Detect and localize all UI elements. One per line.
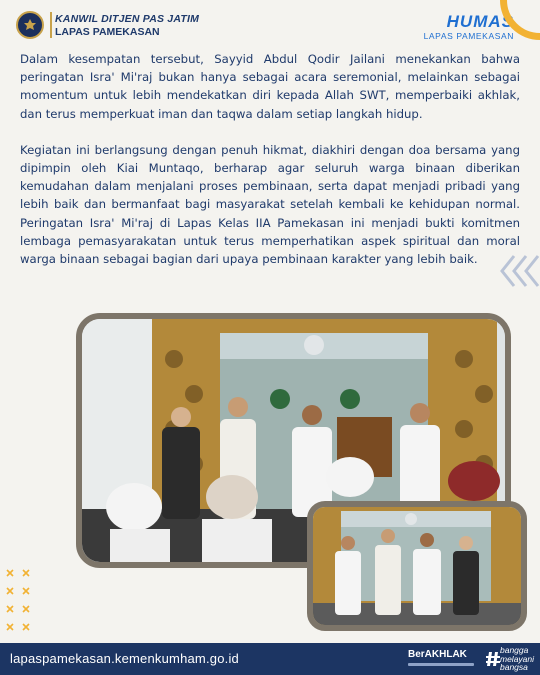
org-name: KANWIL DITJEN PAS JATIM [55, 13, 200, 25]
header [0, 0, 540, 48]
article-body [20, 50, 520, 286]
bangga-line-1: bangga [500, 645, 529, 655]
bangga-line-2: melayani [500, 653, 535, 664]
bangga-melayani-logo [500, 646, 534, 672]
footer-bar [0, 643, 540, 675]
garuda-seal-icon [16, 11, 44, 39]
org-unit: LAPAS PAMEKASAN [55, 26, 160, 38]
bangga-melayani-icon [486, 651, 500, 667]
cross-pattern-decoration-icon [6, 568, 34, 638]
humas-subtitle: LAPAS PAMEKASAN [423, 31, 514, 41]
berakhlak-tagline [408, 663, 474, 666]
bangga-line-3: bangsa [500, 662, 528, 672]
berakhlak-logo: BerAKHLAK [408, 649, 467, 660]
article-paragraph-2: Kegiatan ini berlangsung dengan penuh hikmat, diakhiri dengan doa bersama yang dipimpin oleh Kiai Muntaqo, berharap agar seluruh warga binaan diberikan kemudahan dalam menjalani proses pembinaan, serta dapat menjadi pribadi yang lebih baik dan bermanfaat bagi masyarakat setelah kembali ke kehidupan normal. Peringatan Isra' Mi'raj di Lapas Kelas IIA Pamekasan ini menjadi bukti komitmen lembaga pemasyarakatan untuk terus memperhatikan aspek spiritual dan moral warga binaan sebagai bagian dari upaya pembinaan karakter yang lebih baik. [20, 142, 520, 267]
humas-wordmark: HUMAS [446, 12, 514, 31]
chevron-decoration-icon [500, 254, 540, 288]
humas-logo [424, 13, 514, 41]
website-link[interactable]: lapaspamekasan.kemenkumham.go.id [10, 651, 239, 666]
group-photo [307, 501, 527, 631]
article-paragraph-1: Dalam kesempatan tersebut, Sayyid Abdul Qodir Jailani menekankan bahwa peringatan Isra' Mi'raj bukan hanya sebagai acara seremonial, melainkan sebagai momentum untuk lebih mendekatkan diri kepada Allah SWT, memperbaiki akhlak, dan terus memperkuat iman dan taqwa dalam setiap langkah hidup. [20, 52, 520, 121]
header-divider [50, 12, 52, 38]
